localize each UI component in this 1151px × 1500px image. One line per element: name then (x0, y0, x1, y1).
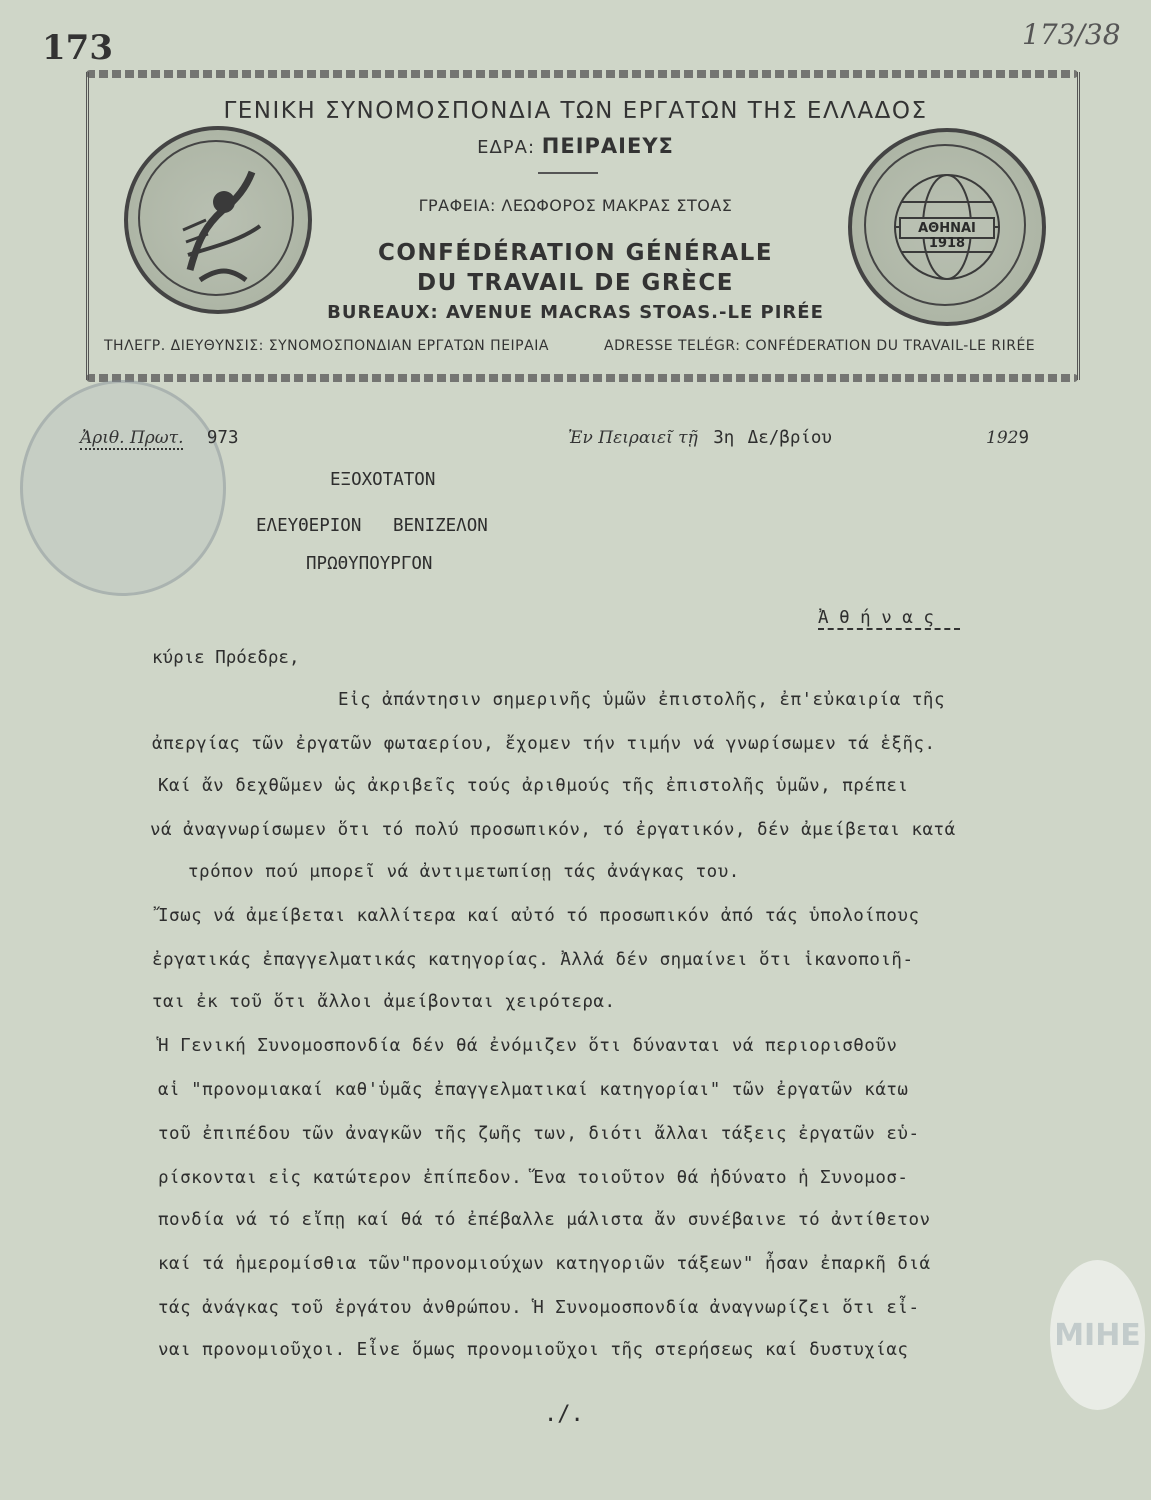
protocol-number: 973 (206, 428, 239, 448)
place-date-line (568, 428, 832, 448)
body-line: αἱ "προνομιακαί καθ'ὑμᾶς ἐπαγγελματικαί κατηγορίαι" τῶν ἐργατῶν κάτω (158, 1080, 909, 1100)
date-month: Δε/βρίου (747, 428, 832, 448)
archive-watermark: ΜΙΗΕ (1050, 1260, 1145, 1410)
protocol-label: Ἀριθ. Πρωτ. (80, 428, 184, 448)
body-line: τρόπον πού μπορεῖ νά ἀντιμετωπίσῃ τάς ἀνάγκας του. (188, 862, 740, 882)
body-line: Εἰς ἀπάντησιν σημερινῆς ὑμῶν ἐπιστολῆς, ἐπ'εὐκαιρία τῆς (338, 690, 945, 710)
letterhead-bureaux: BUREAUX: AVENUE MACRAS STOAS.-LE PIRÉE (327, 302, 824, 323)
letterhead-telegraph-greek: ΤΗΛΕΓΡ. ΔΙΕΥΘΥΝΣΙΣ: ΣΥΝΟΜΟΣΠΟΝΔΙΑΝ ΕΡΓΑΤΩΝ ΠΕΙΡΑΙΑ (104, 338, 549, 354)
folio-number-left: 173 (42, 28, 113, 68)
body-line: ναι προνομιοῦχοι. Εἶνε ὅμως προνομιοῦχοι τῆς στερήσεως καί δυστυχίας (158, 1340, 909, 1360)
seal-year-label: ΑΘΗΝΑΙ 1918 (918, 221, 976, 251)
letterhead-greek-title: ΓΕΝΙΚΗ ΣΥΝΟΜΟΣΠΟΝΔΙΑ ΤΩΝ ΕΡΓΑΤΩΝ ΤΗΣ ΕΛΛΑΔΟΣ (223, 98, 928, 124)
letterhead-bottom-border (86, 374, 1078, 382)
body-line: ται ἐκ τοῦ ὅτι ἄλλοι ἀμείβονται χειρότερα. (152, 992, 616, 1012)
body-line: Ἡ Γενική Συνομοσπονδία δέν θά ἐνόμιζεν ὅτι δύνανται νά περιορισθοῦν (158, 1036, 898, 1056)
seat-city: ΠΕΙΡΑΙΕΥΣ (541, 134, 674, 158)
body-line: ἀπεργίας τῶν ἐργατῶν φωταερίου, ἔχομεν τήν τιμήν νά γνωρίσωμεν τά ἑξῆς. (152, 734, 936, 754)
place-label: Ἐν Πειραιεῖ τῇ (568, 428, 698, 448)
body-line: πονδία νά τό εἴπῃ καί θά τό ἐπέβαλλε μάλιστα ἄν συνέβαινε τό ἀντίθετον (158, 1210, 931, 1230)
faint-receiving-stamp (20, 380, 226, 596)
date-year: 1929 (986, 428, 1029, 448)
salutation: κύριε Πρόεδρε, (152, 648, 300, 668)
letterhead-seat (0, 134, 1151, 158)
ornament-divider (538, 172, 598, 174)
letterhead-offices: ΓΡΑΦΕΙΑ: ΛΕΩΦΟΡΟΣ ΜΑΚΡΑΣ ΣΤΟΑΣ (418, 196, 733, 215)
letterhead-french-line1: CONFÉDÉRATION GÉNÉRALE (377, 240, 774, 266)
addressee-line3: ΠΡΩΘΥΠΟΥΡΓΟΝ (306, 554, 433, 574)
protocol-line (80, 428, 239, 448)
seat-label: ΕΔΡΑ: (477, 137, 536, 158)
continuation-mark: ./. (544, 1402, 584, 1427)
body-line: νά ἀναγνωρίσωμεν ὅτι τό πολύ προσωπικόν, τό ἐργατικόν, δέν ἀμείβεται κατά (150, 820, 956, 840)
letterhead-telegraph-french: ADRESSE TELÉGR: CONFÉDERATION DU TRAVAIL-LE RIRÉE (604, 338, 1036, 354)
body-line: τάς ἀνάγκας τοῦ ἐργάτου ἀνθρώπου. Ἡ Συνομοσπονδία ἀναγνωρίζει ὅτι εἶ- (158, 1298, 920, 1318)
body-line: τοῦ ἐπιπέδου τῶν ἀναγκῶν τῆς ζωῆς των, διότι ἄλλαι τάξεις ἐργατῶν εὑ- (158, 1124, 920, 1144)
date-day: 3η (713, 428, 735, 448)
addressee-line2: ΕΛΕΥΘΕΡΙΟΝ ΒΕΝΙΖΕΛΟΝ (256, 516, 488, 536)
addressee-line1: ΕΞΟΧΟΤΑΤΟΝ (330, 470, 436, 490)
body-line: ρίσκονται εἰς κατώτερον ἐπίπεδον. Ἕνα τοιοῦτον θά ἠδύνατο ἡ Συνομοσ- (158, 1168, 909, 1188)
letterhead-french-line2: DU TRAVAIL DE GRÈCE (417, 270, 734, 296)
body-line: ἐργατικάς ἐπαγγελματικάς κατηγορίας. Ἀλλά δέν σημαίνει ὅτι ἱκανοποιῆ- (152, 950, 914, 970)
folio-number-right: 173/38 (1022, 18, 1121, 51)
body-line: καί τά ἡμερομίσθια τῶν"προνομιούχων κατηγοριῶν τάξεων" ἦσαν ἐπαρκῆ διά (158, 1254, 931, 1274)
addressee-city: Ἀ θ ή ν α ς (818, 608, 960, 630)
body-line: Καί ἄν δεχθῶμεν ὡς ἀκριβεῖς τούς ἀριθμούς τῆς ἐπιστολῆς ὑμῶν, πρέπει (158, 776, 909, 796)
body-line: Ἴσως νά ἀμείβεται καλλίτερα καί αὐτό τό προσωπικόν ἀπό τάς ὑπολοίπους (158, 906, 920, 926)
